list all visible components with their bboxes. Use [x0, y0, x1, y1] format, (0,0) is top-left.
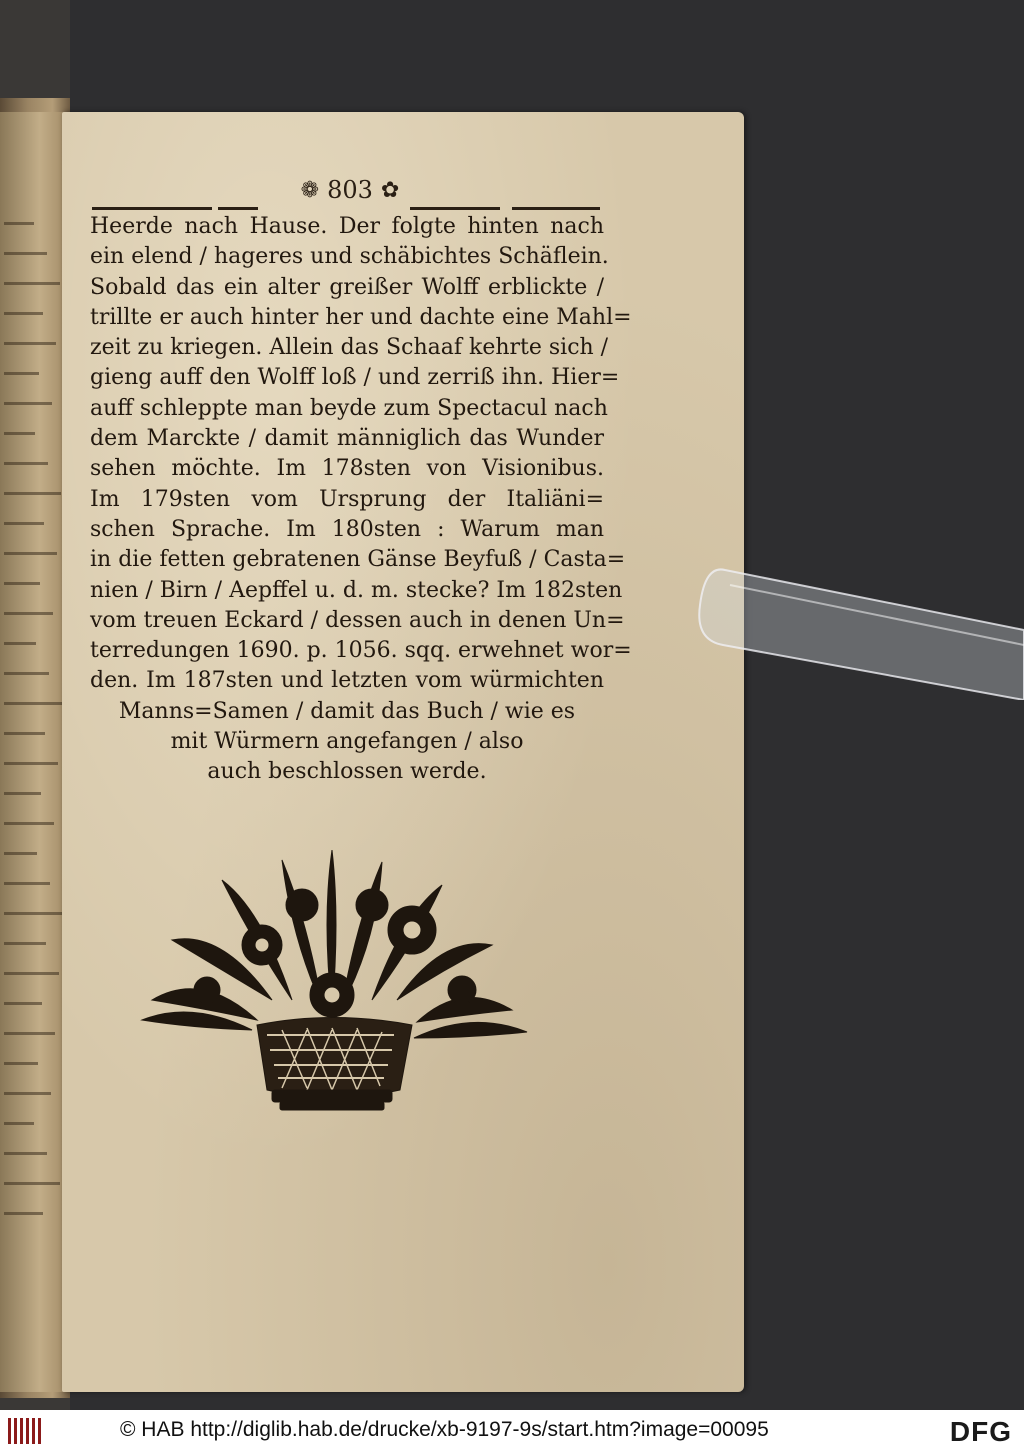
text-line: Sobald das ein alter greißer Wolff erblickte / — [90, 274, 604, 300]
facing-page-text-trace — [4, 552, 57, 555]
glass-page-holder — [695, 560, 1024, 700]
facing-page-text-trace — [4, 702, 62, 705]
facing-page-text-trace — [4, 402, 52, 405]
facing-page-text-trace — [4, 792, 41, 795]
facing-page-text-trace — [4, 642, 36, 645]
text-line: zeit zu kriegen. Allein das Schaaf kehrte sich / — [90, 335, 609, 361]
header-rule — [218, 207, 258, 210]
facing-page-text-trace — [4, 1002, 42, 1005]
page-header — [100, 170, 600, 210]
facing-page-text-trace — [4, 1062, 38, 1065]
text-line: dem Marckte / damit männiglich das Wunder — [90, 426, 604, 452]
facing-page-text-trace — [4, 1212, 43, 1215]
facing-page-text-trace — [4, 492, 61, 495]
facing-page-text-trace — [4, 372, 39, 375]
text-line: gieng auff den Wolff loß / und zerriß ihn. Hier= — [90, 365, 620, 391]
text-line: nien / Birn / Aepffel u. d. m. stecke? Im 182sten — [90, 577, 623, 603]
facing-page-text-trace — [4, 582, 40, 585]
facing-page-text-trace — [4, 1152, 47, 1155]
text-line: sehen möchte. Im 178sten von Visionibus. — [90, 456, 604, 482]
text-line: Heerde nach Hause. Der folgte hinten nach — [90, 214, 604, 239]
facing-page-text-trace — [4, 672, 49, 675]
header-rule — [410, 207, 500, 210]
text-line: auff schleppte man beyde zum Spectacul nach — [90, 395, 608, 421]
facing-page-fragment — [0, 112, 66, 1392]
header-rule — [512, 207, 600, 210]
flower-ornament-icon: ✿ — [380, 177, 400, 203]
text-line: terredungen 1690. p. 1056. sqq. erwehnet wor= — [90, 638, 632, 664]
text-line: den. Im 187sten und letzten vom würmichten — [90, 668, 604, 694]
flower-basket-woodcut — [132, 850, 532, 1120]
facing-page-text-trace — [4, 762, 58, 765]
facing-page-text-trace — [4, 1032, 55, 1035]
facing-page-text-trace — [4, 282, 60, 285]
dfg-logo: DFG — [949, 1416, 1012, 1447]
text-line: schen Sprache. Im 180sten : Warum man — [90, 516, 604, 542]
facing-page-text-trace — [4, 522, 44, 525]
facing-page-text-trace — [4, 252, 47, 255]
header-rule — [92, 207, 212, 210]
page-number: 803 — [327, 176, 373, 204]
text-line: vom treuen Eckard / dessen auch in denen Un= — [90, 607, 625, 633]
facing-page-text-trace — [4, 822, 54, 825]
text-line: ein elend / hageres und schäbichtes Schäflein. — [90, 244, 609, 270]
facing-page-text-trace — [4, 342, 56, 345]
facing-page-text-trace — [4, 612, 53, 615]
facing-page-text-trace — [4, 912, 63, 915]
facing-page-text-trace — [4, 462, 48, 465]
facing-page-text-trace — [4, 972, 59, 975]
facing-page-text-trace — [4, 432, 35, 435]
text-line: trillte er auch hinter her und dachte eine Mahl= — [90, 304, 632, 330]
facing-page-text-trace — [4, 942, 46, 945]
text-line-centered: mit Würmern angefangen / also — [170, 729, 524, 755]
text-line-centered: auch beschlossen werde. — [207, 759, 487, 785]
library-logo-icon — [8, 1418, 42, 1444]
facing-page-text-trace — [4, 312, 43, 315]
copyright-url[interactable]: © HAB http://diglib.hab.de/drucke/xb-9197-9s/start.htm?image=00095 — [120, 1418, 769, 1441]
footer-bar — [0, 1410, 1024, 1452]
flower-ornament-icon: ❁ — [300, 177, 320, 203]
facing-page-text-trace — [4, 852, 37, 855]
facing-page-text-trace — [4, 1092, 51, 1095]
text-line: in die fetten gebratenen Gänse Beyfuß / Casta= — [90, 547, 626, 573]
facing-page-text-trace — [4, 1182, 60, 1185]
facing-page-text-trace — [4, 882, 50, 885]
text-line-centered: Manns=Samen / damit das Buch / wie es — [118, 698, 576, 724]
facing-page-text-trace — [4, 732, 45, 735]
facing-page-text-trace — [4, 222, 34, 225]
facing-page-text-trace — [4, 1122, 34, 1125]
body-text — [90, 212, 632, 788]
text-line: Im 179sten vom Ursprung der Italiäni= — [90, 486, 604, 512]
